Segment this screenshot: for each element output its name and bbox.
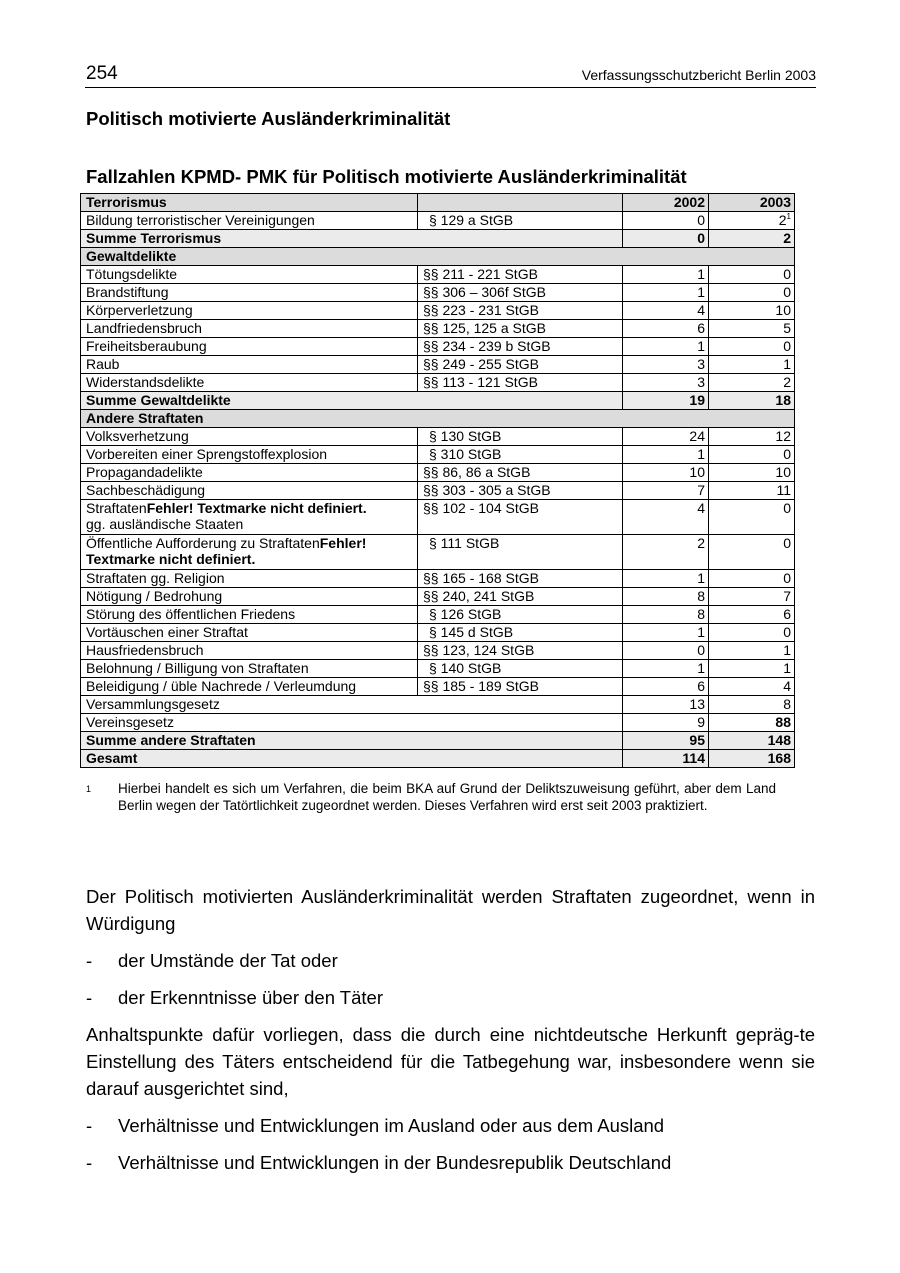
total-row [81,750,795,768]
value-2002: 7 [623,482,709,500]
row-label: Bildung terroristischer Vereinigungen [81,212,418,230]
year-header-2003: 2003 [709,194,795,212]
value-2003: 5 [709,320,795,338]
row-law: §§ 223 - 231 StGB [418,302,623,320]
row-label: Störung des öffentlichen Friedens [81,606,418,624]
value-2002: 1 [623,266,709,284]
value-2003: 7 [709,588,795,606]
value-2002: 3 [623,374,709,392]
value-2002: 13 [623,696,709,714]
table-row [81,624,795,642]
value-2002: 6 [623,320,709,338]
sum-row-gewaltdelikte [81,392,795,410]
section-heading-gewaltdelikte [81,248,795,266]
row-law: §§ 102 - 104 StGB [418,500,623,535]
value-2003: 10 [709,302,795,320]
sum-label: Summe Gewaltdelikte [81,392,623,410]
row-law: §§ 185 - 189 StGB [418,678,623,696]
value-2003: 1 [709,356,795,374]
sum-2002: 95 [623,732,709,750]
table-row [81,535,795,570]
list-item: - Verhältnisse und Entwicklungen im Ausland oder aus dem Ausland [86,1115,665,1136]
value-2003: 0 [709,535,795,570]
sum-2002: 114 [623,750,709,768]
value-2002: 0 [623,212,709,230]
table-row [81,356,795,374]
value-2002: 1 [623,284,709,302]
sum-label: Summe andere Straftaten [81,732,623,750]
table-row [81,266,795,284]
value-2003: 1 [709,642,795,660]
body-text [86,883,815,1186]
row-label: Vortäuschen einer Straftat [81,624,418,642]
value-2003: 10 [709,464,795,482]
value-2003: 11 [709,482,795,500]
sum-label: Gesamt [81,750,623,768]
value-2003: $2^1$ [709,212,795,230]
row-label: Raub [81,356,418,374]
paragraph-2: Anhaltspunkte dafür vorliegen, dass die durch eine nichtdeutsche Herkunft gepräg-te Einstellung des Täters entscheidend für die Tatbegehung war, insbesondere wenn sie darauf ausgerichtet sind, [86,1024,815,1099]
table-row [81,642,795,660]
section-heading-terrorismus: Terrorismus [81,194,418,212]
sum-label: Summe Terrorismus [81,230,623,248]
sum-2003: 148 [709,732,795,750]
value-2002: 3 [623,356,709,374]
row-law: §§ 211 - 221 StGB [418,266,623,284]
row-label: Straftaten gg. Religion [81,570,418,588]
value-2002: 1 [623,446,709,464]
footnote-text: Hierbei handelt es sich um Verfahren, die beim BKA auf Grund der Deliktszuweisung geführt, aber dem Land Berlin wegen der Tatörtlichkeit zugeordnet werden. Dieses Verfahren wird erst seit 2003 praktiziert. [118,781,776,813]
footnote-ref: 1 [786,212,791,221]
value-2003: 0 [709,500,795,535]
row-law: § 129 a StGB [418,212,623,230]
list-item: - der Erkenntnisse über den Täter [86,987,383,1008]
table-row [81,588,795,606]
row-law: §§ 86, 86 a StGB [418,464,623,482]
row-label: Hausfriedensbruch [81,642,418,660]
row-label: Landfriedensbruch [81,320,418,338]
row-label: Versammlungsgesetz [81,696,623,714]
row-label: Brandstiftung [81,284,418,302]
table-row [81,570,795,588]
row-law: §§ 249 - 255 StGB [418,356,623,374]
table-row [81,482,795,500]
value-2002: 1 [623,660,709,678]
row-label: Sachbeschädigung [81,482,418,500]
value-2002: 8 [623,588,709,606]
value-2002: 4 [623,500,709,535]
page-number: 254 [86,63,118,84]
table-row [81,212,795,230]
section-heading-andere [81,410,795,428]
row-label: Vereinsgesetz [81,714,623,732]
running-title: Verfassungsschutzbericht Berlin 2003 [581,67,816,83]
paragraph-1: Der Politisch motivierten Ausländerkriminalität werden Straftaten zugeordnet, wenn in Würdigung [86,886,815,934]
year-header-2002: 2002 [623,194,709,212]
table-row [81,678,795,696]
row-law: §§ 240, 241 StGB [418,588,623,606]
value-2003: 8 [709,696,795,714]
value-2003: 6 [709,606,795,624]
row-label: StraftatenFehler! Textmarke nicht definiert. gg. ausländische Staaten [81,500,418,535]
row-label: Widerstandsdelikte [81,374,418,392]
value-2003: 0 [709,570,795,588]
row-law: § 145 d StGB [418,624,623,642]
table-title: Fallzahlen KPMD- PMK für Politisch motivierte Ausländerkriminalität [86,166,687,187]
footnote [86,781,776,814]
table-row [81,660,795,678]
row-law: §§ 123, 124 StGB [418,642,623,660]
table-row [81,464,795,482]
section-title: Politisch motivierte Ausländerkriminalität [86,108,451,129]
sum-2003: 2 [709,230,795,248]
value-2003: 1 [709,660,795,678]
table-row [81,446,795,464]
value-2002: 10 [623,464,709,482]
value-2002: 2 [623,535,709,570]
row-label: Tötungsdelikte [81,266,418,284]
table-row [81,284,795,302]
row-law: §§ 125, 125 a StGB [418,320,623,338]
sum-2002: 0 [623,230,709,248]
section-heading: Gewaltdelikte [81,248,795,266]
section-heading: Andere Straftaten [81,410,795,428]
case-numbers-table [80,193,795,768]
row-label: Freiheitsberaubung [81,338,418,356]
row-law: §§ 113 - 121 StGB [418,374,623,392]
row-label: Belohnung / Billigung von Straftaten [81,660,418,678]
table-row [81,338,795,356]
row-label: Volksverhetzung [81,428,418,446]
value-2002: 0 [623,642,709,660]
row-label: Körperverletzung [81,302,418,320]
table-row [81,696,795,714]
sum-2003: 18 [709,392,795,410]
row-law: § 140 StGB [418,660,623,678]
list-item: - Verhältnisse und Entwicklungen in der Bundesrepublik Deutschland [86,1152,672,1173]
row-label: Nötigung / Bedrohung [81,588,418,606]
value-2002: 8 [623,606,709,624]
value-2002: 4 [623,302,709,320]
value-2003: 0 [709,338,795,356]
row-label: Vorbereiten einer Sprengstoffexplosion [81,446,418,464]
table-row [81,302,795,320]
row-law: §§ 234 - 239 b StGB [418,338,623,356]
value-2003: 2 [709,374,795,392]
row-law: §§ 303 - 305 a StGB [418,482,623,500]
value-2002: 24 [623,428,709,446]
value-2003: 88 [709,714,795,732]
row-label: Beleidigung / üble Nachrede / Verleumdung [81,678,418,696]
value-2002: 1 [623,624,709,642]
sum-2002: 19 [623,392,709,410]
value-2003: 4 [709,678,795,696]
list-item: - der Umstände der Tat oder [86,950,338,971]
table-row [81,714,795,732]
row-law: §§ 306 – 306f StGB [418,284,623,302]
row-law: § 126 StGB [418,606,623,624]
value-2003: 0 [709,284,795,302]
value-2003: 12 [709,428,795,446]
sum-row-terrorismus [81,230,795,248]
sum-row-andere [81,732,795,750]
table-row [81,320,795,338]
row-label: Öffentliche Aufforderung zu StraftatenFehler! Textmarke nicht definiert. [81,535,418,570]
table-header-row [81,194,795,212]
value-2002: 6 [623,678,709,696]
value-2002: 9 [623,714,709,732]
row-law: § 130 StGB [418,428,623,446]
table-row [81,428,795,446]
value-2002: 1 [623,338,709,356]
table-row [81,606,795,624]
value-2003: 0 [709,266,795,284]
row-law: § 310 StGB [418,446,623,464]
table-row [81,500,795,535]
sum-2003: 168 [709,750,795,768]
value-2002: 1 [623,570,709,588]
value-2003: 0 [709,446,795,464]
row-law: § 111 StGB [418,535,623,570]
row-label: Propagandadelikte [81,464,418,482]
page-header [85,60,816,88]
value-2003: 0 [709,624,795,642]
footnote-mark: 1 [86,784,92,794]
table-row [81,374,795,392]
row-law: §§ 165 - 168 StGB [418,570,623,588]
